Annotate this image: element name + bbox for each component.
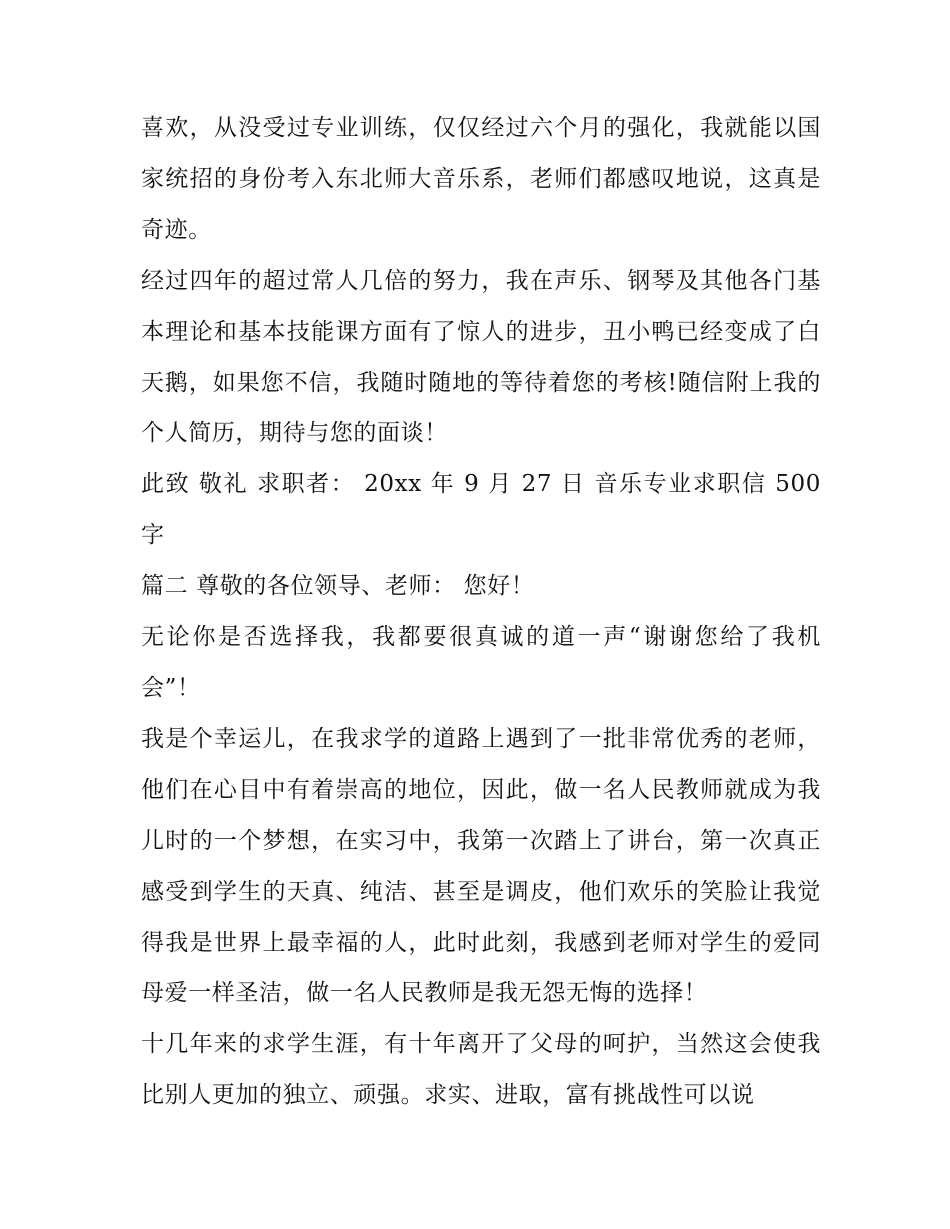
paragraph-4: 篇二 尊敬的各位领导、老师： 您好！ bbox=[141, 573, 535, 600]
paragraph-2: 经过四年的超过常人几倍的努力，我在声乐、钢琴及其他各门基本理论和基本技能课方面有了惊人的进步，丑小鸭已经变成了白天鹅，如果您不信，我随时随地的等待着您的考核!随信附上我的个人简历，期待与您的面谈！ bbox=[141, 267, 821, 447]
paragraph-6: 我是个幸运儿，在我求学的道路上遇到了一批非常优秀的老师，他们在心目中有着崇高的地位，因此，做一名人民教师就成为我儿时的一个梦想，在实习中，我第一次踏上了讲台，第一次真正感受到学生的天真、纯洁、甚至是调皮，他们欢乐的笑脸让我觉得我是世界上最幸福的人，此时此刻，我感到老师对学生的爱同母爱一样圣洁，做一名人民教师是我无怨无悔的选择！ bbox=[141, 725, 821, 1007]
paragraph-1: 喜欢，从没受过专业训练，仅仅经过六个月的强化，我就能以国家统招的身份考入东北师大音乐系，老师们都感叹地说，这真是奇迹。 bbox=[141, 115, 821, 243]
paragraph-7: 十几年来的求学生涯，有十年离开了父母的呵护，当然这会使我比别人更加的独立、顽强。求实、进取，富有挑战性可以说 bbox=[141, 1031, 821, 1109]
paragraph-3: 此致 敬礼 求职者： 20xx 年 9 月 27 日 音乐专业求职信 500 字 bbox=[141, 471, 821, 549]
document-body bbox=[141, 103, 821, 1121]
paragraph-5: 无论你是否选择我，我都要很真诚的道一声“谢谢您给了我机会”！ bbox=[141, 624, 821, 701]
